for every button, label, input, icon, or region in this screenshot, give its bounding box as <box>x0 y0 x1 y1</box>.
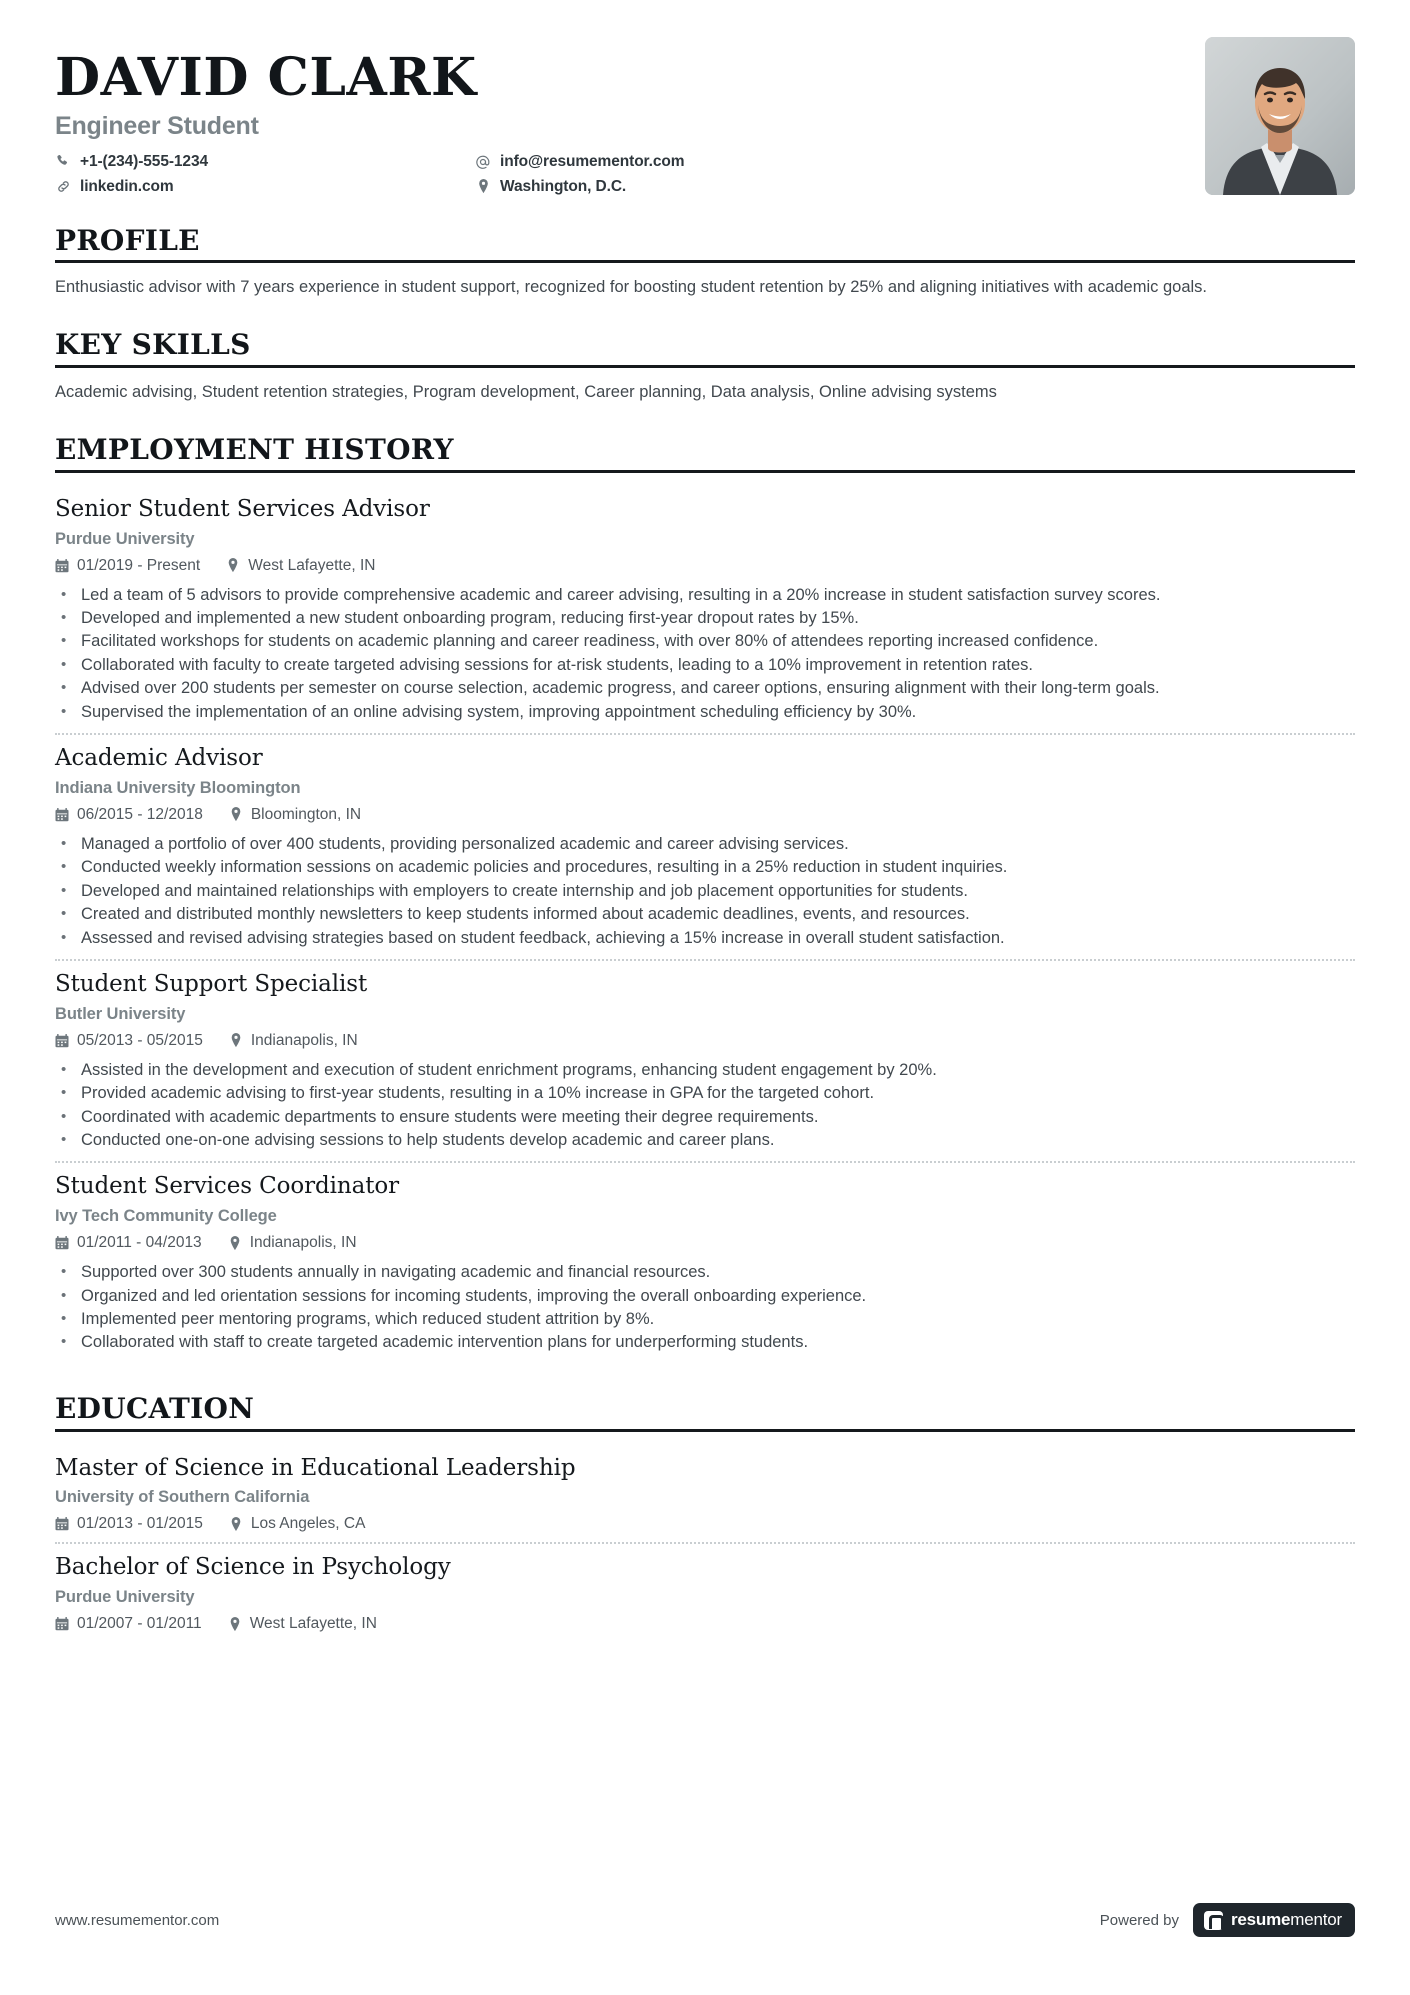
list-item <box>55 1082 1355 1105</box>
entry-dates <box>55 1032 203 1050</box>
entry-dates <box>55 1234 202 1252</box>
list-item-text: Conducted weekly information sessions on academic policies and procedures, resulting in a 25% reduction in student inquiries. <box>81 858 1008 877</box>
location-pin-icon <box>229 1033 243 1048</box>
location-pin-icon <box>475 179 491 195</box>
section-title-employment: EMPLOYMENT HISTORY <box>55 433 454 467</box>
list-item-text: Developed and maintained relationships with employers to create internship and job placement opportunities for students. <box>81 881 968 900</box>
section-title-education: EDUCATION <box>55 1391 255 1425</box>
at-icon <box>475 154 491 170</box>
employment-entry-meta <box>55 806 1355 824</box>
entry-dates <box>55 557 200 575</box>
entry-location-text: Indianapolis, IN <box>249 1234 357 1252</box>
logo-text-light: mentor <box>1290 1910 1342 1929</box>
employment-entry-organization: Butler University <box>55 1004 186 1023</box>
list-item-text: Collaborated with staff to create targeted academic intervention plans for underperforming students. <box>81 1333 809 1352</box>
contact-column-left <box>55 153 475 196</box>
list-item-text: Conducted one-on-one advising sessions to help students develop academic and career plans. <box>81 1130 775 1149</box>
employment-entry-meta <box>55 557 1355 575</box>
contact-phone-text: +1-(234)-555-1234 <box>80 152 208 170</box>
entry-dates-text: 01/2013 - 01/2015 <box>77 1515 203 1533</box>
bullet-dot-icon: • <box>61 1060 67 1078</box>
contact-column-right <box>475 153 684 196</box>
bullet-dot-icon: • <box>61 1107 67 1125</box>
list-item-text: Supervised the implementation of an online advising system, improving appointment scheduling efficiency by 30%. <box>81 702 917 721</box>
bullet-dot-icon: • <box>61 858 67 876</box>
employment-entry-title: Academic Advisor <box>55 745 263 772</box>
page-footer <box>55 1903 1355 1937</box>
entry-location-text: Indianapolis, IN <box>250 1031 358 1049</box>
entry-location <box>229 1515 366 1533</box>
bullet-dot-icon: • <box>61 1310 67 1327</box>
list-item <box>55 903 1355 926</box>
section-profile <box>55 223 1355 301</box>
list-item-text: Provided academic advising to first-year students, resulting in a 10% increase in GPA for the targeted cohort. <box>81 1084 875 1103</box>
list-item-text: Facilitated workshops for students on academic planning and career readiness, with over 80% of attendees reporting increased confidence. <box>81 632 1099 651</box>
list-item-text: Supported over 300 students annually in navigating academic and financial resources. <box>81 1263 711 1282</box>
contact-location-text: Washington, D.C. <box>500 177 627 195</box>
contact-phone[interactable] <box>55 153 475 171</box>
employment-entry-bullets <box>55 584 1355 725</box>
list-item-text: Implemented peer mentoring programs, which reduced student attrition by 8%. <box>81 1310 655 1328</box>
list-item <box>55 1285 1355 1308</box>
employment-entry-title: Senior Student Services Advisor <box>55 495 430 522</box>
list-item-text: Created and distributed monthly newsletters to keep students informed about academic deadlines, events, and resources. <box>81 905 970 924</box>
bullet-dot-icon: • <box>61 834 67 852</box>
powered-by-label: Powered by <box>1099 1911 1179 1929</box>
employment-entry-organization: Purdue University <box>55 529 195 548</box>
bullet-dot-icon: • <box>61 905 67 923</box>
bullet-dot-icon: • <box>61 585 67 603</box>
location-pin-icon <box>229 807 243 822</box>
logo-mark-icon <box>1204 1911 1223 1930</box>
employment-entry-organization: Indiana University Bloomington <box>55 778 301 797</box>
bullet-dot-icon: • <box>61 1286 67 1304</box>
contact-location <box>475 178 684 196</box>
list-item <box>55 1106 1355 1129</box>
location-pin-icon <box>226 558 240 573</box>
logo-text-bold: resume <box>1231 1910 1291 1929</box>
bullet-dot-icon: • <box>61 881 67 899</box>
bullet-dot-icon: • <box>61 928 67 946</box>
link-icon <box>55 179 71 195</box>
entry-dates-text: 06/2015 - 12/2018 <box>77 805 203 823</box>
entry-location <box>229 806 361 824</box>
list-item <box>55 880 1355 903</box>
list-item-text: Led a team of 5 advisors to provide comprehensive academic and career advising, resulting in a 20% increase in student satisfaction survey scores. <box>81 585 1161 604</box>
section-employment-history <box>55 435 1355 1364</box>
employment-entry-title: Student Support Specialist <box>55 970 368 997</box>
calendar-icon <box>55 1617 69 1632</box>
logo-text <box>1231 1910 1342 1930</box>
entry-dates <box>55 806 203 824</box>
employment-entry-title: Student Services Coordinator <box>55 1173 400 1200</box>
education-entry-list <box>55 1445 1355 1643</box>
entry-location <box>226 557 375 575</box>
employment-entry-meta <box>55 1234 1355 1252</box>
profile-body <box>55 276 1355 300</box>
list-item <box>55 856 1355 879</box>
key-skills-body <box>55 381 1355 405</box>
list-item <box>55 584 1355 607</box>
education-entry-organization: University of Southern California <box>55 1488 310 1507</box>
entry-dates-text: 01/2011 - 04/2013 <box>77 1234 202 1252</box>
list-item <box>55 677 1355 700</box>
employment-entry <box>55 959 1355 1161</box>
section-key-skills <box>55 330 1355 405</box>
employment-entry <box>55 1161 1355 1363</box>
list-item-text: Developed and implemented a new student onboarding program, reducing first-year dropout rates by 15%. <box>81 609 859 627</box>
key-skills-text: Academic advising, Student retention strategies, Program development, Career planning, Data analysis, Online advising systems <box>55 383 997 402</box>
list-item-text: Assisted in the development and execution of student enrichment programs, enhancing student engagement by 20%. <box>81 1060 937 1079</box>
entry-dates-text: 05/2013 - 05/2015 <box>77 1031 203 1049</box>
list-item <box>55 1308 1355 1331</box>
calendar-icon <box>55 807 69 822</box>
list-item-text: Organized and led orientation sessions for incoming students, improving the overall onboarding experience. <box>81 1286 867 1305</box>
calendar-icon <box>55 1517 69 1532</box>
entry-location-text: West Lafayette, IN <box>249 1615 377 1633</box>
employment-entry-meta <box>55 1032 1355 1050</box>
section-divider <box>55 470 1355 473</box>
list-item <box>55 654 1355 677</box>
list-item <box>55 1059 1355 1082</box>
location-pin-icon <box>229 1517 243 1532</box>
list-item <box>55 927 1355 950</box>
entry-location <box>229 1032 358 1050</box>
education-entry-title: Bachelor of Science in Psychology <box>55 1554 451 1581</box>
bullet-dot-icon: • <box>61 655 67 673</box>
bullet-dot-icon: • <box>61 1333 67 1351</box>
calendar-icon <box>55 1033 69 1048</box>
education-entry-organization: Purdue University <box>55 1588 195 1607</box>
employment-entry-bullets <box>55 1261 1355 1355</box>
list-item <box>55 607 1355 630</box>
contact-email[interactable] <box>475 153 684 171</box>
footer-branding <box>1100 1903 1355 1937</box>
list-item <box>55 630 1355 653</box>
list-item-text: Managed a portfolio of over 400 students, providing personalized academic and career advising services. <box>81 834 849 853</box>
resume-header <box>55 45 1355 196</box>
list-item <box>55 1129 1355 1152</box>
phone-icon <box>55 154 71 170</box>
avatar <box>1205 37 1355 195</box>
list-item <box>55 1261 1355 1284</box>
avatar-illustration <box>1205 37 1355 195</box>
education-entry-meta <box>55 1615 1355 1633</box>
entry-location <box>228 1615 377 1633</box>
contact-linkedin[interactable] <box>55 178 475 196</box>
location-pin-icon <box>228 1617 242 1632</box>
employment-entry-bullets <box>55 1059 1355 1153</box>
profile-text: Enthusiastic advisor with 7 years experience in student support, recognized for boosting student retention by 25% and aligning initiatives with academic goals. <box>55 278 1207 297</box>
contact-grid <box>55 153 1205 196</box>
entry-dates-text: 01/2007 - 01/2011 <box>77 1615 202 1633</box>
education-entry-meta <box>55 1515 1355 1533</box>
entry-dates-text: 01/2019 - Present <box>77 556 201 574</box>
bullet-dot-icon: • <box>61 1263 67 1281</box>
section-education <box>55 1391 1355 1642</box>
education-entry-title: Master of Science in Educational Leadership <box>55 1454 576 1481</box>
entry-dates <box>55 1615 202 1633</box>
entry-location-text: Bloomington, IN <box>250 805 362 823</box>
employment-entry <box>55 733 1355 959</box>
section-title-profile: PROFILE <box>55 223 200 257</box>
employment-entry-organization: Ivy Tech Community College <box>55 1207 277 1226</box>
contact-email-text: info@resumementor.com <box>500 152 685 170</box>
employment-entry-bullets <box>55 833 1355 950</box>
list-item-text: Advised over 200 students per semester on course selection, academic progress, and career options, ensuring alignment with their long-term goals. <box>81 679 1160 698</box>
job-title: Engineer Student <box>55 111 259 140</box>
resumementor-logo[interactable] <box>1193 1903 1355 1937</box>
entry-location <box>228 1234 357 1252</box>
list-item-text: Assessed and revised advising strategies based on student feedback, achieving a 15% increase in overall student satisfaction. <box>81 928 1005 947</box>
entry-dates <box>55 1515 203 1533</box>
list-item <box>55 833 1355 856</box>
bullet-dot-icon: • <box>61 632 67 650</box>
footer-url[interactable]: www.resumementor.com <box>55 1911 220 1929</box>
list-item <box>55 701 1355 724</box>
section-title-key-skills: KEY SKILLS <box>55 328 251 362</box>
entry-location-text: West Lafayette, IN <box>248 556 376 574</box>
bullet-dot-icon: • <box>61 1084 67 1102</box>
bullet-dot-icon: • <box>61 702 67 720</box>
section-divider <box>55 1429 1355 1432</box>
section-divider <box>55 365 1355 368</box>
page-title: DAVID CLARK <box>55 47 477 108</box>
employment-entry-list <box>55 486 1355 1364</box>
list-item-text: Coordinated with academic departments to ensure students were meeting their degree requirements. <box>81 1107 819 1126</box>
list-item <box>55 1331 1355 1354</box>
calendar-icon <box>55 558 69 573</box>
location-pin-icon <box>228 1236 242 1251</box>
bullet-dot-icon: • <box>61 679 67 697</box>
contact-linkedin-text: linkedin.com <box>80 177 174 195</box>
employment-entry <box>55 486 1355 733</box>
bullet-dot-icon: • <box>61 1130 67 1148</box>
header-left <box>55 45 1205 196</box>
education-entry <box>55 1445 1355 1543</box>
education-entry <box>55 1542 1355 1642</box>
bullet-dot-icon: • <box>61 609 67 626</box>
entry-location-text: Los Angeles, CA <box>250 1515 366 1533</box>
section-divider <box>55 260 1355 263</box>
list-item-text: Collaborated with faculty to create targeted advising sessions for at-risk students, leading to a 10% improvement in retention rates. <box>81 655 1033 674</box>
calendar-icon <box>55 1236 69 1251</box>
